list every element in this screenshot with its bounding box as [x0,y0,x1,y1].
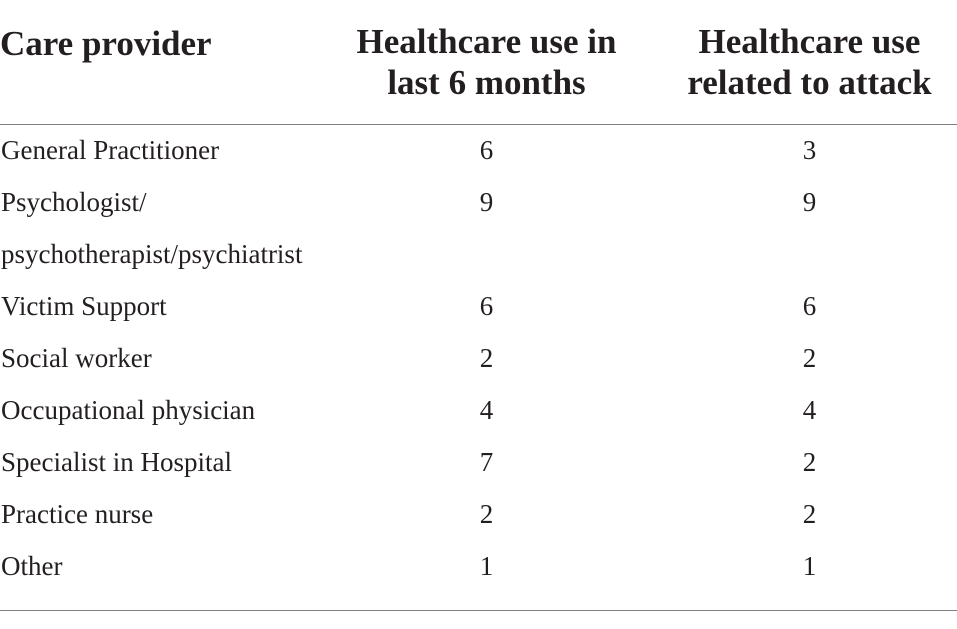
care-provider-text: Specialist in Hospital [1,447,232,477]
care-provider-text: Psychologist/ [1,187,147,217]
cell-healthcare-use-related-to-attack: 3 [802,135,817,165]
table-row [0,540,957,592]
header-last6-line1: Healthcare use in [356,22,617,61]
table-bottom-rule [0,610,957,611]
care-provider-text: Other [1,551,63,581]
care-provider-text: Practice nurse [1,499,154,529]
table-row [0,488,957,540]
cell-healthcare-use-last-6-months: 6 [479,291,494,321]
table-row [0,124,957,176]
cell-healthcare-use-related-to-attack: 9 [802,187,817,217]
cell-healthcare-use-last-6-months: 4 [479,395,494,425]
table-header [0,0,957,124]
header-healthcare-use-related-to-attack [662,21,957,103]
cell-healthcare-use-last-6-months: 2 [479,343,494,373]
care-provider-text: Victim Support [1,291,167,321]
care-provider-text: General Practitioner [1,135,220,165]
table-row [0,176,957,280]
cell-healthcare-use-related-to-attack: 6 [802,291,817,321]
header-care-provider: Care provider [0,24,212,63]
header-healthcare-use-last-6-months [340,21,633,103]
care-provider-text: Social worker [1,343,152,373]
cell-healthcare-use-last-6-months: 7 [479,447,494,477]
table-row [0,384,957,436]
header-attack-line1: Healthcare use [698,22,921,61]
table-row [0,280,957,332]
table-body [0,124,957,592]
table-row [0,436,957,488]
header-last6-line2: last 6 months [387,63,586,102]
cell-healthcare-use-related-to-attack: 2 [802,499,817,529]
cell-healthcare-use-related-to-attack: 1 [802,551,817,581]
care-provider-text: Occupational physician [1,395,256,425]
cell-healthcare-use-last-6-months: 6 [479,135,494,165]
cell-healthcare-use-last-6-months: 2 [479,499,494,529]
table-row [0,332,957,384]
cell-healthcare-use-last-6-months: 9 [479,187,494,217]
care-provider-text: psychotherapist/psychiatrist [1,239,303,269]
cell-healthcare-use-related-to-attack: 4 [802,395,817,425]
cell-healthcare-use-related-to-attack: 2 [802,447,817,477]
cell-healthcare-use-related-to-attack: 2 [802,343,817,373]
cell-healthcare-use-last-6-months: 1 [479,551,494,581]
header-attack-line2: related to attack [687,63,932,102]
